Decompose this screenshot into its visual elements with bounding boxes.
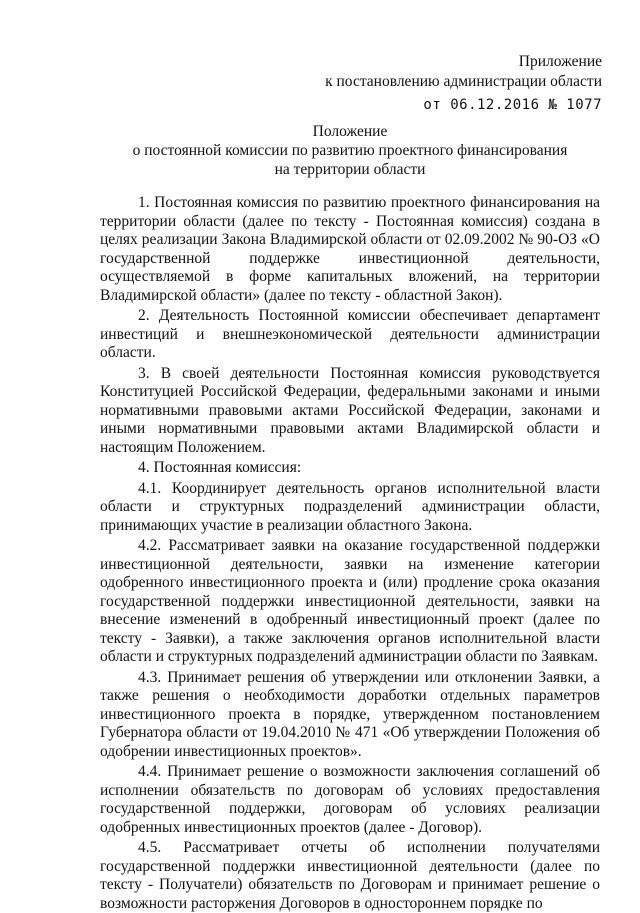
paragraph-4-3: 4.3. Принимает решения об утверждении или отклонении Заявки, а также решения о необходимости доработки отдельных параметров инвестиционного проекта в порядке, утвержденном постановлением Губернатора области от 19.04.2010 № 471 «Об утверждении Положения об одобрении инвестиционных проектов». — [100, 668, 600, 760]
paragraph-4-1: 4.1. Координирует деятельность органов исполнительной власти области и структурных подразделений администрации области, принимающих участие в реализации областного Закона. — [100, 479, 600, 534]
paragraph-1: 1. Постоянная комиссия по развитию проектного финансирования на территории области (далее по тексту - Постоянная комиссия) создана в целях реализации Закона Владимирской области от 02.09.2002 № 90-ОЗ «О государственной поддержке инвестиционной деятельности, осуществляемой в форме капитальных вложений, на территории Владимирской области» (далее по тексту - областной Закон). — [100, 194, 600, 304]
paragraph-4-2: 4.2. Рассматривает заявки на оказание государственной поддержки инвестиционной деятельности, заявки на изменение категории одобренного инвестиционного проекта и (или) продление срока оказания государственной поддержки инвестиционной деятельности, заявки на внесение изменений в одобренный инвестиционный проект (далее по тексту - Заявки), а также заключения органов исполнительной власти области и структурных подразделений администрации области по Заявкам. — [100, 537, 600, 665]
title-line-2: о постоянной комиссии по развитию проектного финансирования — [132, 142, 568, 159]
paragraph-4-5: 4.5. Рассматривает отчеты об исполнении получателями государственной поддержки инвестиционной деятельности (далее по тексту - Получатели) обязательств по Договорам и принимает решение о возможности расторжения Договоров в одностороннем порядке по — [100, 839, 600, 912]
document-title — [100, 122, 600, 179]
paragraph-4-4: 4.4. Принимает решение о возможности заключения соглашений об исполнении обязательств по договорам об условиях предоставления государственной поддержки, договорам об условиях реализации одобренных инвестиционных проектов (далее - Договор). — [100, 763, 600, 836]
appendix-reference: к постановлению администрации области — [325, 73, 602, 90]
appendix-label: Приложение — [518, 53, 602, 70]
title-line-3: на территории области — [274, 161, 426, 178]
paragraph-2: 2. Деятельность Постоянной комиссии обеспечивает департамент инвестиций и внешнеэкономической деятельности администрации области. — [100, 307, 600, 361]
resolution-date-number: от 06.12.2016 № 1077 — [423, 97, 602, 113]
paragraph-4: 4. Постоянная комиссия: — [138, 459, 302, 476]
appendix-header — [325, 52, 602, 92]
document-body — [100, 194, 600, 913]
paragraph-3: 3. В своей деятельности Постоянная комиссия руководствуется Конституцией Российской Федерации, федеральными законами и иными нормативными правовыми актами Российской Федерации, законами и иными нормативными правовыми актами Владимирской области и настоящим Положением. — [100, 364, 600, 456]
title-line-1: Положение — [312, 123, 388, 140]
